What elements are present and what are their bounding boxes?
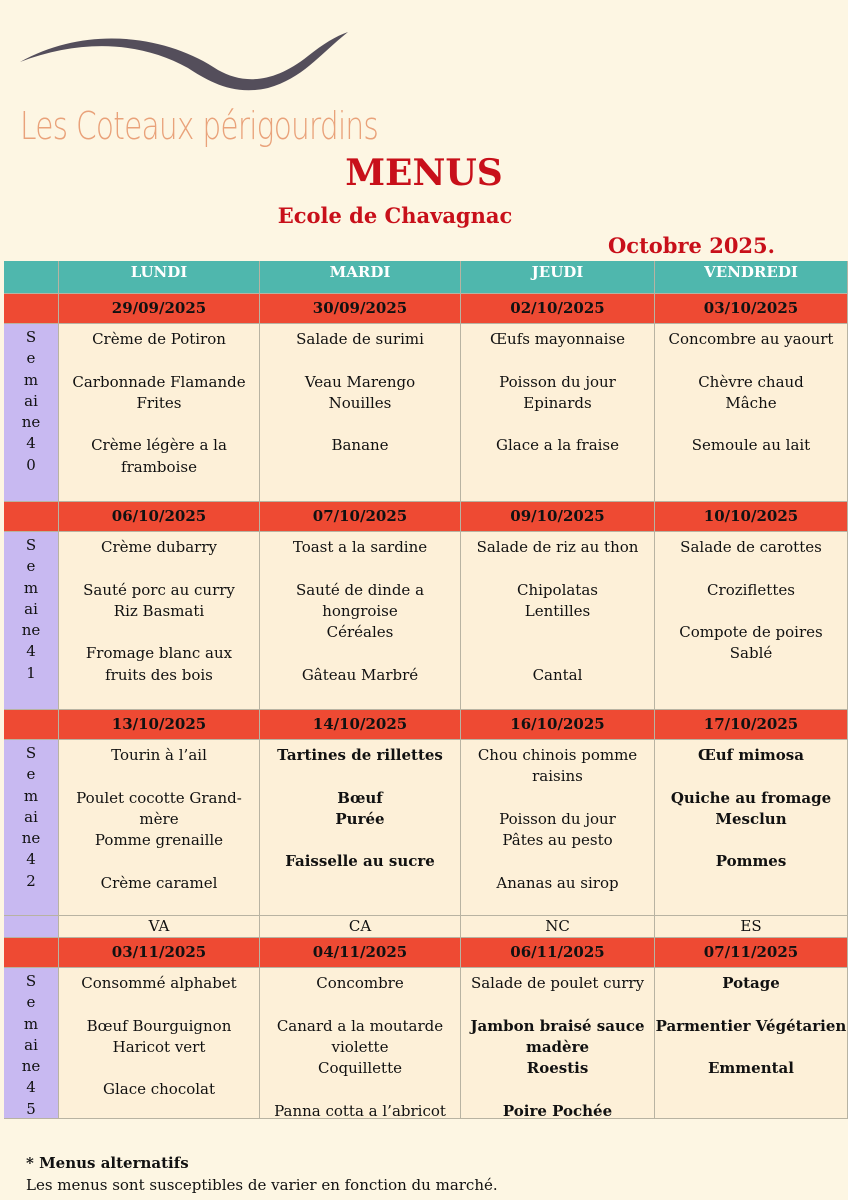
menu-line: Ananas au sirop bbox=[496, 873, 619, 892]
date-cell: 07/11/2025 bbox=[655, 938, 848, 968]
menu-line: Sauté porc au curry bbox=[83, 580, 235, 599]
menu-line bbox=[260, 643, 460, 664]
menu-line: Carbonnade Flamande bbox=[72, 372, 246, 391]
menu-line: Compote de poires bbox=[679, 623, 823, 642]
code-row-spacer bbox=[4, 916, 59, 938]
week-label-char: ne bbox=[21, 1057, 41, 1076]
menu-line bbox=[655, 601, 847, 622]
menu-line bbox=[260, 350, 460, 371]
menu-line: fruits des bois bbox=[105, 665, 213, 684]
menu-line: Semoule au lait bbox=[691, 436, 811, 455]
menu-cell bbox=[260, 968, 461, 1119]
date-row-spacer bbox=[4, 502, 59, 532]
week-label bbox=[4, 740, 59, 916]
week-label-char: ai bbox=[24, 1035, 38, 1054]
week-label-char: ne bbox=[21, 413, 41, 432]
menu-line: Glace a la fraise bbox=[495, 436, 620, 455]
menu-line: Faisselle au sucre bbox=[285, 852, 435, 871]
date-cell: 02/10/2025 bbox=[461, 294, 655, 324]
menu-line: Panna cotta a l’abricot bbox=[274, 1101, 446, 1120]
logo-text: Les Coteaux périgourdins bbox=[20, 104, 379, 148]
page-title: MENUS bbox=[345, 152, 503, 194]
menu-line bbox=[260, 414, 460, 435]
menu-cell bbox=[461, 968, 655, 1119]
menu-line: Crème dubarry bbox=[100, 538, 217, 556]
week-label bbox=[4, 324, 59, 502]
menu-line: Banane bbox=[331, 436, 389, 455]
menu-line: Lentilles bbox=[524, 601, 591, 620]
date-cell: 29/09/2025 bbox=[59, 294, 260, 324]
week-label-char: 4 bbox=[26, 1078, 36, 1097]
week-label-char: 4 bbox=[26, 434, 36, 453]
menu-line: Céréales bbox=[326, 623, 394, 642]
day-header-lundi: LUNDI bbox=[59, 261, 260, 294]
menu-line bbox=[59, 558, 259, 579]
week-label-char: 5 bbox=[26, 1099, 36, 1118]
menu-line: Glace chocolat bbox=[102, 1080, 216, 1099]
menu-line: Tourin à l’ail bbox=[111, 746, 207, 764]
menu-line: Crème caramel bbox=[100, 873, 218, 892]
menu-line: framboise bbox=[121, 457, 197, 476]
menu-line: Poire Pochée bbox=[502, 1101, 613, 1120]
menu-line bbox=[461, 643, 654, 664]
menu-line: Concombre au yaourt bbox=[668, 330, 834, 348]
menu-line bbox=[59, 994, 259, 1015]
menu-line: madère bbox=[525, 1037, 590, 1056]
menu-cell bbox=[260, 324, 461, 502]
menu-line bbox=[461, 851, 654, 872]
menu-line: raisins bbox=[532, 767, 583, 786]
menu-cell bbox=[655, 740, 848, 916]
footer-notes bbox=[26, 1152, 498, 1196]
menu-line: Crème de Potiron bbox=[92, 330, 226, 348]
date-cell: 17/10/2025 bbox=[655, 710, 848, 740]
menu-line bbox=[461, 558, 654, 579]
week-label-char: S bbox=[25, 536, 37, 554]
date-cell: 16/10/2025 bbox=[461, 710, 655, 740]
menu-line bbox=[655, 350, 847, 371]
menu-line: Frites bbox=[136, 393, 182, 412]
week-label-char: ai bbox=[24, 391, 38, 410]
menu-cell bbox=[59, 532, 260, 710]
menu-line bbox=[461, 350, 654, 371]
menu-line: Nouilles bbox=[328, 393, 392, 412]
menu-line bbox=[59, 851, 259, 872]
menu-line: Œuf mimosa bbox=[698, 746, 804, 764]
menu-line: Parmentier Végétarien bbox=[655, 1016, 847, 1035]
menu-line: Coquillette bbox=[318, 1059, 402, 1078]
menu-line bbox=[655, 994, 847, 1015]
date-cell: 06/10/2025 bbox=[59, 502, 260, 532]
market-note: Les menus sont susceptibles de varier en fonction du marché. bbox=[26, 1176, 498, 1194]
menu-line: Consommé alphabet bbox=[81, 974, 237, 992]
week-label-char: ne bbox=[21, 829, 41, 848]
week-label-char: m bbox=[23, 1014, 39, 1033]
menu-line bbox=[260, 1079, 460, 1100]
date-row-spacer bbox=[4, 294, 59, 324]
week-label-char: S bbox=[25, 972, 37, 990]
menu-line bbox=[461, 994, 654, 1015]
menu-line: Bœuf Bourguignon bbox=[86, 1016, 232, 1035]
menu-line: Mâche bbox=[725, 393, 777, 412]
menu-line: Pâtes au pesto bbox=[502, 831, 613, 850]
day-header-jeudi: JEUDI bbox=[461, 261, 655, 294]
menu-line bbox=[59, 350, 259, 371]
menu-line bbox=[655, 1037, 847, 1058]
menu-line: Purée bbox=[335, 809, 385, 828]
menu-line: Chèvre chaud bbox=[698, 372, 804, 391]
day-header-mardi: MARDI bbox=[260, 261, 461, 294]
menu-line: Pomme grenaille bbox=[94, 831, 224, 850]
menu-line bbox=[461, 414, 654, 435]
code-cell: VA bbox=[59, 916, 260, 938]
week-label-char: e bbox=[26, 349, 36, 368]
week-label-char: e bbox=[26, 765, 36, 784]
week-label-char: ai bbox=[24, 599, 38, 618]
brand-logo bbox=[14, 22, 379, 152]
header-corner bbox=[4, 261, 59, 294]
week-label-char: 2 bbox=[26, 871, 36, 890]
menu-line: Fromage blanc aux bbox=[85, 644, 233, 663]
week-label-char: 0 bbox=[26, 455, 36, 474]
week-label-char: ne bbox=[21, 621, 41, 640]
logo-swoosh-icon bbox=[18, 26, 358, 106]
menu-line: Poisson du jour bbox=[499, 809, 616, 828]
menu-line: Toast a la sardine bbox=[292, 538, 428, 556]
menu-line: Chipolatas bbox=[517, 580, 598, 599]
date-cell: 13/10/2025 bbox=[59, 710, 260, 740]
menu-line: Mesclun bbox=[715, 809, 787, 828]
week-label bbox=[4, 532, 59, 710]
menu-line: Cantal bbox=[532, 665, 583, 684]
alternative-menu-note: * Menus alternatifs bbox=[26, 1154, 189, 1172]
menu-line: Emmental bbox=[708, 1059, 794, 1078]
menu-cell bbox=[260, 740, 461, 916]
menu-cell bbox=[461, 532, 655, 710]
date-row-spacer bbox=[4, 710, 59, 740]
week-label-char: S bbox=[25, 328, 37, 346]
menu-cell bbox=[655, 532, 848, 710]
code-cell: NC bbox=[461, 916, 655, 938]
week-label bbox=[4, 968, 59, 1119]
menu-line: Tartines de rillettes bbox=[277, 746, 443, 764]
date-cell: 30/09/2025 bbox=[260, 294, 461, 324]
school-name: Ecole de Chavagnac bbox=[277, 203, 513, 228]
date-cell: 07/10/2025 bbox=[260, 502, 461, 532]
menu-line bbox=[59, 1058, 259, 1079]
menu-line: Potage bbox=[722, 974, 780, 992]
menu-cell bbox=[59, 968, 260, 1119]
day-header-vendredi: VENDREDI bbox=[655, 261, 848, 294]
week-label-char: m bbox=[23, 578, 39, 597]
week-label-char: ai bbox=[24, 807, 38, 826]
menu-line bbox=[461, 1079, 654, 1100]
menu-line: Sablé bbox=[729, 644, 773, 663]
menu-line: Crème légère a la bbox=[91, 436, 227, 455]
week-label-char: 1 bbox=[26, 663, 36, 682]
week-label-char: m bbox=[23, 786, 39, 805]
menu-line: Riz Basmati bbox=[113, 601, 205, 620]
menu-line bbox=[655, 766, 847, 787]
date-cell: 14/10/2025 bbox=[260, 710, 461, 740]
menu-line: Sauté de dinde a bbox=[295, 580, 425, 599]
week-label-char: 4 bbox=[26, 642, 36, 661]
code-cell: CA bbox=[260, 916, 461, 938]
menu-table bbox=[4, 261, 848, 1119]
menu-line: Haricot vert bbox=[112, 1037, 206, 1056]
week-label-char: e bbox=[26, 993, 36, 1012]
menu-line: Roestis bbox=[526, 1059, 589, 1078]
menu-line: Canard a la moutarde bbox=[276, 1016, 444, 1035]
menu-line bbox=[655, 558, 847, 579]
menu-line: hongroise bbox=[322, 601, 398, 620]
date-cell: 10/10/2025 bbox=[655, 502, 848, 532]
menu-cell bbox=[461, 324, 655, 502]
menu-line: Pommes bbox=[715, 852, 787, 871]
menu-line bbox=[260, 830, 460, 851]
menu-line: Jambon braisé sauce bbox=[470, 1016, 645, 1035]
menu-line: Salade de riz au thon bbox=[476, 538, 639, 556]
menu-cell bbox=[655, 968, 848, 1119]
date-row-spacer bbox=[4, 938, 59, 968]
menu-line: Œufs mayonnaise bbox=[489, 330, 626, 348]
date-cell: 04/11/2025 bbox=[260, 938, 461, 968]
menu-line: Veau Marengo bbox=[304, 372, 416, 391]
menu-cell bbox=[461, 740, 655, 916]
week-label-char: m bbox=[23, 370, 39, 389]
menu-line bbox=[59, 766, 259, 787]
menu-line: Gâteau Marbré bbox=[301, 665, 419, 684]
menu-line: mère bbox=[139, 809, 179, 828]
date-cell: 06/11/2025 bbox=[461, 938, 655, 968]
menu-line: Salade de poulet curry bbox=[470, 974, 645, 992]
date-cell: 03/10/2025 bbox=[655, 294, 848, 324]
week-label-char: S bbox=[25, 744, 37, 762]
menu-line bbox=[59, 414, 259, 435]
code-cell: ES bbox=[655, 916, 848, 938]
menu-line: Salade de surimi bbox=[296, 330, 424, 348]
menu-line: Bœuf bbox=[337, 788, 383, 807]
menu-cell bbox=[260, 532, 461, 710]
week-label-char: 4 bbox=[26, 850, 36, 869]
month-label: Octobre 2025. bbox=[608, 233, 775, 258]
menu-line: Epinards bbox=[523, 393, 592, 412]
date-cell: 03/11/2025 bbox=[59, 938, 260, 968]
menu-line: Chou chinois pomme bbox=[477, 746, 638, 764]
menu-line bbox=[260, 558, 460, 579]
menu-cell bbox=[655, 324, 848, 502]
week-label-char: e bbox=[26, 557, 36, 576]
date-cell: 09/10/2025 bbox=[461, 502, 655, 532]
menu-line bbox=[59, 622, 259, 643]
menu-line: violette bbox=[331, 1037, 389, 1056]
menu-line bbox=[461, 622, 654, 643]
menu-line bbox=[260, 994, 460, 1015]
menu-line: Croziflettes bbox=[707, 580, 795, 599]
menu-line: Concombre bbox=[316, 974, 404, 992]
menu-line bbox=[260, 766, 460, 787]
menu-line bbox=[461, 788, 654, 809]
menu-line bbox=[655, 830, 847, 851]
menu-line: Poulet cocotte Grand- bbox=[76, 788, 242, 807]
menu-cell bbox=[59, 740, 260, 916]
menu-line: Poisson du jour bbox=[499, 372, 616, 391]
menu-line bbox=[655, 414, 847, 435]
menu-line: Quiche au fromage bbox=[670, 788, 832, 807]
menu-line: Salade de carottes bbox=[680, 538, 822, 556]
menu-cell bbox=[59, 324, 260, 502]
